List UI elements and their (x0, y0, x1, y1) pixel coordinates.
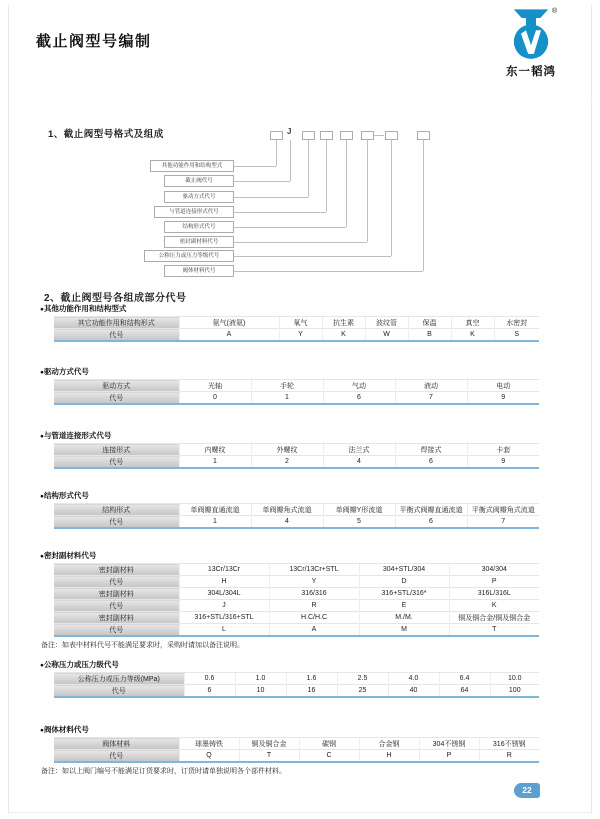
code-cell: 水密封 (494, 317, 539, 329)
connector-hline (234, 271, 423, 272)
code-cell: T (239, 750, 299, 763)
diagram-code-box (385, 131, 398, 140)
code-cell: A (269, 624, 359, 637)
diagram-code-box (417, 131, 430, 140)
diagram-label: 密封副材料代号 (164, 236, 234, 248)
model-letter: J (287, 127, 292, 136)
table-block (40, 366, 550, 405)
diagram-label: 公称压力或压力等级代号 (144, 250, 234, 262)
connector-vline (308, 140, 309, 197)
table-row (54, 380, 539, 392)
code-cell: 10 (235, 685, 286, 698)
code-cell: R (479, 750, 539, 763)
code-cell: 7 (395, 392, 467, 405)
code-cell: Y (269, 576, 359, 588)
diagram-label: 与管道连接形式代号 (154, 206, 234, 218)
connector-hline (234, 181, 290, 182)
company-name: 东一韬鸿 (506, 66, 556, 78)
website-url: www.topeqpt.com (509, 97, 578, 106)
code-cell: 液动 (395, 380, 467, 392)
code-cell: 25 (337, 685, 388, 698)
code-cell: 外螺纹 (251, 444, 323, 456)
diagram-code-box (302, 131, 315, 140)
code-cell: S (494, 329, 539, 342)
code-cell: 单阀瓣角式流道 (251, 504, 323, 516)
code-cell: 波纹管 (365, 317, 408, 329)
code-cell: 法兰式 (323, 444, 395, 456)
row-header-cell: 密封副材料 (54, 564, 179, 576)
code-cell: 平衡式阀瓣直通流道 (395, 504, 467, 516)
table-block (40, 659, 550, 698)
table-row (54, 564, 539, 576)
table-heading: ● 密封副材料代号 (40, 550, 550, 561)
code-cell: E (359, 600, 449, 612)
code-table (54, 737, 539, 763)
connector-vline (423, 140, 424, 271)
code-cell: 7 (467, 516, 539, 529)
row-header-cell: 代号 (54, 624, 179, 637)
row-header-cell: 代号 (54, 456, 179, 469)
code-cell: 1 (251, 392, 323, 405)
code-cell: 铜及铜合金 (239, 738, 299, 750)
row-header-cell: 代号 (54, 392, 179, 405)
table-row (54, 685, 539, 698)
code-cell: Y (279, 329, 322, 342)
code-cell: W (365, 329, 408, 342)
code-cell: 6 (184, 685, 235, 698)
code-cell: 1.6 (286, 673, 337, 685)
code-cell: 64 (439, 685, 490, 698)
table-row (54, 516, 539, 529)
code-cell: A (179, 329, 279, 342)
diagram-label: 其他功能作用和结构型式 (150, 160, 234, 172)
diagram-code-box (340, 131, 353, 140)
code-cell: 316+STL/316* (359, 588, 449, 600)
row-header-cell: 代号 (54, 329, 179, 342)
code-cell: 碳钢 (299, 738, 359, 750)
code-cell: 1 (179, 456, 251, 469)
table-row (54, 750, 539, 763)
table-heading: ● 公称压力或压力级代号 (40, 659, 550, 670)
row-header-cell: 驱动方式 (54, 380, 179, 392)
code-cell: B (408, 329, 451, 342)
page-number-badge: 22 (514, 783, 540, 798)
connector-hline (234, 166, 276, 167)
table-block (40, 490, 550, 529)
diagram-label: 截止阀代号 (164, 175, 234, 187)
connector-hline (234, 197, 308, 198)
diagram-code-box (270, 131, 283, 140)
code-cell: K (322, 329, 365, 342)
table-block (40, 430, 550, 469)
table-block (40, 550, 550, 650)
connector-vline (276, 140, 277, 166)
code-cell: 2.5 (337, 673, 388, 685)
page-title: 截止阀型号编制 (36, 33, 152, 50)
code-cell: 4.0 (388, 673, 439, 685)
code-cell: 氧气 (279, 317, 322, 329)
connector-vline (367, 140, 368, 242)
code-cell: L (179, 624, 269, 637)
code-cell: 16 (286, 685, 337, 698)
code-cell: M./M. (359, 612, 449, 624)
code-cell: 真空 (451, 317, 494, 329)
code-cell: 304不锈钢 (419, 738, 479, 750)
code-cell: 球墨铸铁 (179, 738, 239, 750)
diagram-code-box (320, 131, 333, 140)
code-cell: 单阀瓣直通流道 (179, 504, 251, 516)
connector-vline (290, 140, 291, 181)
code-cell: 4 (323, 456, 395, 469)
code-table (54, 316, 539, 342)
table-row (54, 624, 539, 637)
code-cell: 氨气(液氨) (179, 317, 279, 329)
code-cell: J (179, 600, 269, 612)
table-heading: ● 其他功能作用和结构型式 (40, 303, 550, 314)
table-row (54, 612, 539, 624)
code-cell: 焊接式 (395, 444, 467, 456)
table-heading: ● 结构形式代号 (40, 490, 550, 501)
table-row (54, 456, 539, 469)
connector-vline (346, 140, 347, 227)
table-note: 备注：如表中材料代号不能满足要求时，采购时请加以备注说明。 (41, 642, 244, 649)
row-header-cell: 代号 (54, 685, 184, 698)
code-cell: 9 (467, 392, 539, 405)
code-cell: Q (179, 750, 239, 763)
table-heading: ● 阀体材料代号 (40, 724, 550, 735)
code-cell: 2 (251, 456, 323, 469)
code-cell: 铜及铜合金/铜及铜合金 (449, 612, 539, 624)
code-cell: R (269, 600, 359, 612)
table-row (54, 444, 539, 456)
section1-heading: 1、截止阀型号格式及组成 (48, 129, 164, 140)
code-cell: 0 (179, 392, 251, 405)
table-row (54, 738, 539, 750)
diagram-code-box (361, 131, 374, 140)
code-table (54, 563, 539, 637)
code-cell: 1 (179, 516, 251, 529)
table-heading: ● 驱动方式代号 (40, 366, 550, 377)
code-cell: 13Cr/13Cr (179, 564, 269, 576)
code-cell: 5 (323, 516, 395, 529)
code-cell: M (359, 624, 449, 637)
code-cell: 光轴 (179, 380, 251, 392)
diagram-label: 阀体材料代号 (164, 265, 234, 277)
diagram-label: 结构形式代号 (164, 221, 234, 233)
table-note: 备注：如以上阀门编号不能满足订货要求时，订货时请单独说明各个部件材料。 (41, 768, 286, 775)
row-header-cell: 结构形式 (54, 504, 179, 516)
row-header-cell: 密封副材料 (54, 588, 179, 600)
section2-heading: 2、截止阀型号各组成部分代号 (44, 293, 187, 304)
table-row (54, 588, 539, 600)
registered-mark: ® (552, 8, 558, 15)
row-header-cell: 代号 (54, 516, 179, 529)
code-cell: 316/316 (269, 588, 359, 600)
code-cell: 10.0 (490, 673, 539, 685)
code-cell: 304+STL/304 (359, 564, 449, 576)
code-cell: H (359, 750, 419, 763)
code-cell: K (449, 600, 539, 612)
row-header-cell: 代号 (54, 750, 179, 763)
connector-vline (391, 140, 392, 256)
table-row (54, 504, 539, 516)
table-heading: ● 与管道连接形式代号 (40, 430, 550, 441)
code-cell: 抗生素 (322, 317, 365, 329)
row-header-cell: 阀体材料 (54, 738, 179, 750)
code-cell: 304/304 (449, 564, 539, 576)
diagram-label: 驱动方式代号 (164, 191, 234, 203)
row-header-cell: 密封副材料 (54, 612, 179, 624)
code-cell: 100 (490, 685, 539, 698)
model-hyphen-line (374, 135, 384, 136)
code-table (54, 672, 539, 698)
code-cell: 6.4 (439, 673, 490, 685)
code-cell: 电动 (467, 380, 539, 392)
code-cell: 0.6 (184, 673, 235, 685)
code-table (54, 503, 539, 529)
connector-hline (234, 212, 326, 213)
code-cell: 平衡式阀瓣角式流道 (467, 504, 539, 516)
table-row (54, 329, 539, 342)
code-table (54, 443, 539, 469)
row-header-cell: 其它功能作用和结构形式 (54, 317, 179, 329)
code-cell: D (359, 576, 449, 588)
code-cell: K (451, 329, 494, 342)
code-cell: P (419, 750, 479, 763)
code-cell: 6 (323, 392, 395, 405)
code-cell: 合金钢 (359, 738, 419, 750)
code-cell: 6 (395, 516, 467, 529)
connector-hline (234, 256, 391, 257)
code-cell: 316+STL/316+STL (179, 612, 269, 624)
code-cell: 气动 (323, 380, 395, 392)
code-cell: C (299, 750, 359, 763)
code-cell: H (179, 576, 269, 588)
code-cell: 单阀瓣Y形流道 (323, 504, 395, 516)
row-header-cell: 公称压力或压力等级(MPa) (54, 673, 184, 685)
code-cell: 316不锈钢 (479, 738, 539, 750)
code-cell: 6 (395, 456, 467, 469)
code-cell: 1.0 (235, 673, 286, 685)
code-cell: H.C/H.C (269, 612, 359, 624)
code-cell: 40 (388, 685, 439, 698)
table-row (54, 600, 539, 612)
code-cell: 4 (251, 516, 323, 529)
row-header-cell: 连接形式 (54, 444, 179, 456)
connector-hline (234, 242, 367, 243)
code-cell: 9 (467, 456, 539, 469)
connector-vline (326, 140, 327, 212)
code-cell: 手轮 (251, 380, 323, 392)
row-header-cell: 代号 (54, 576, 179, 588)
table-row (54, 673, 539, 685)
row-header-cell: 代号 (54, 600, 179, 612)
code-cell: 13Cr/13Cr+STL (269, 564, 359, 576)
table-block (40, 303, 550, 342)
connector-hline (234, 227, 346, 228)
table-row (54, 576, 539, 588)
code-cell: 316L/316L (449, 588, 539, 600)
code-cell: P (449, 576, 539, 588)
code-cell: 内螺纹 (179, 444, 251, 456)
code-cell: 304L/304L (179, 588, 269, 600)
code-cell: 保温 (408, 317, 451, 329)
code-table (54, 379, 539, 405)
code-cell: 卡套 (467, 444, 539, 456)
table-block (40, 724, 550, 776)
code-cell: T (449, 624, 539, 637)
table-row (54, 317, 539, 329)
table-row (54, 392, 539, 405)
